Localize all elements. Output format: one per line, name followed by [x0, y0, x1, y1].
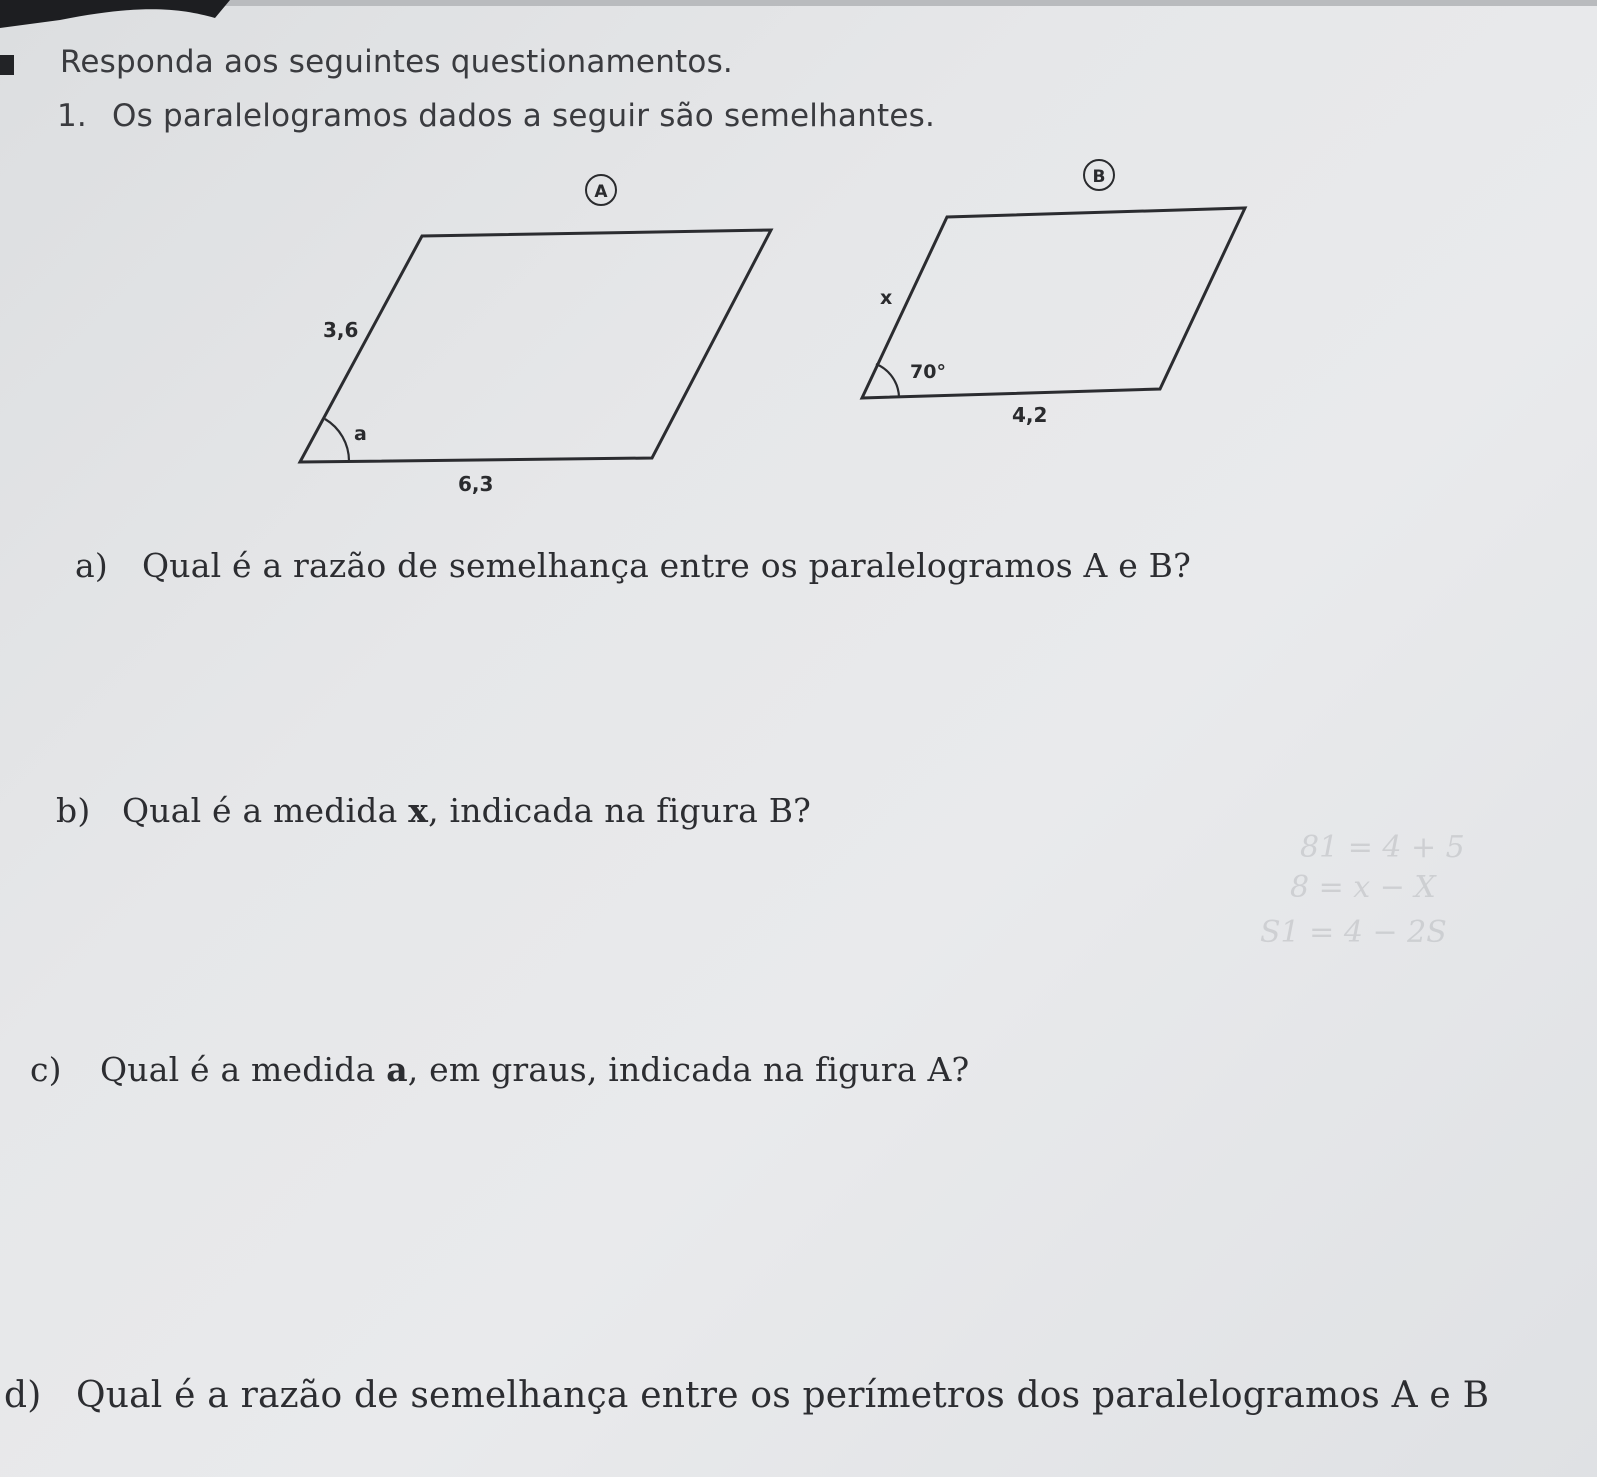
- figure-b: [862, 160, 1245, 427]
- question-c-variable: a: [386, 1050, 408, 1089]
- side-label-b: x: [880, 287, 893, 309]
- angle-arc-b: [876, 364, 899, 397]
- show-through-marks: 8 = x − X: [1290, 870, 1436, 905]
- question-b-before: Qual é a medida: [122, 791, 409, 830]
- question-d-text: Qual é a razão de semelhança entre os perímetros dos paralelogramos A e B: [76, 1375, 1490, 1416]
- question-b-variable: x: [408, 791, 429, 830]
- question-d-letter: d): [4, 1375, 42, 1416]
- question-c-before: Qual é a medida: [100, 1050, 387, 1089]
- show-through-marks: S1 = 4 − 2S: [1260, 915, 1447, 950]
- parallelogram-a: [300, 230, 771, 462]
- figure-a: [300, 175, 771, 496]
- show-through-marks: 81 = 4 + 5: [1300, 830, 1465, 865]
- angle-arc-a: [325, 419, 349, 461]
- question-b-letter: b): [56, 791, 91, 830]
- figure-b-badge: B: [1092, 167, 1106, 187]
- angle-label-b: 70°: [910, 361, 946, 383]
- base-label-b: 4,2: [1012, 403, 1048, 427]
- question-c-after: , em graus, indicada na figura A?: [407, 1050, 970, 1089]
- question-c-letter: c): [30, 1050, 62, 1089]
- side-label-a: 3,6: [323, 318, 359, 342]
- question-a-letter: a): [75, 546, 108, 585]
- item-number: 1.: [57, 98, 87, 134]
- figure-a-badge: A: [594, 182, 608, 202]
- item-statement: Os paralelogramos dados a seguir são semelhantes.: [112, 98, 936, 134]
- question-a-text: Qual é a razão de semelhança entre os paralelogramos A e B?: [142, 546, 1192, 585]
- parallelogram-figures: [0, 0, 1597, 520]
- question-c-text: [100, 1050, 969, 1089]
- question-b-text: [122, 791, 811, 830]
- angle-label-a: a: [354, 423, 367, 445]
- exercise-heading: Responda aos seguintes questionamentos.: [60, 44, 733, 80]
- base-label-a: 6,3: [458, 472, 494, 496]
- question-b-after: , indicada na figura B?: [428, 791, 812, 830]
